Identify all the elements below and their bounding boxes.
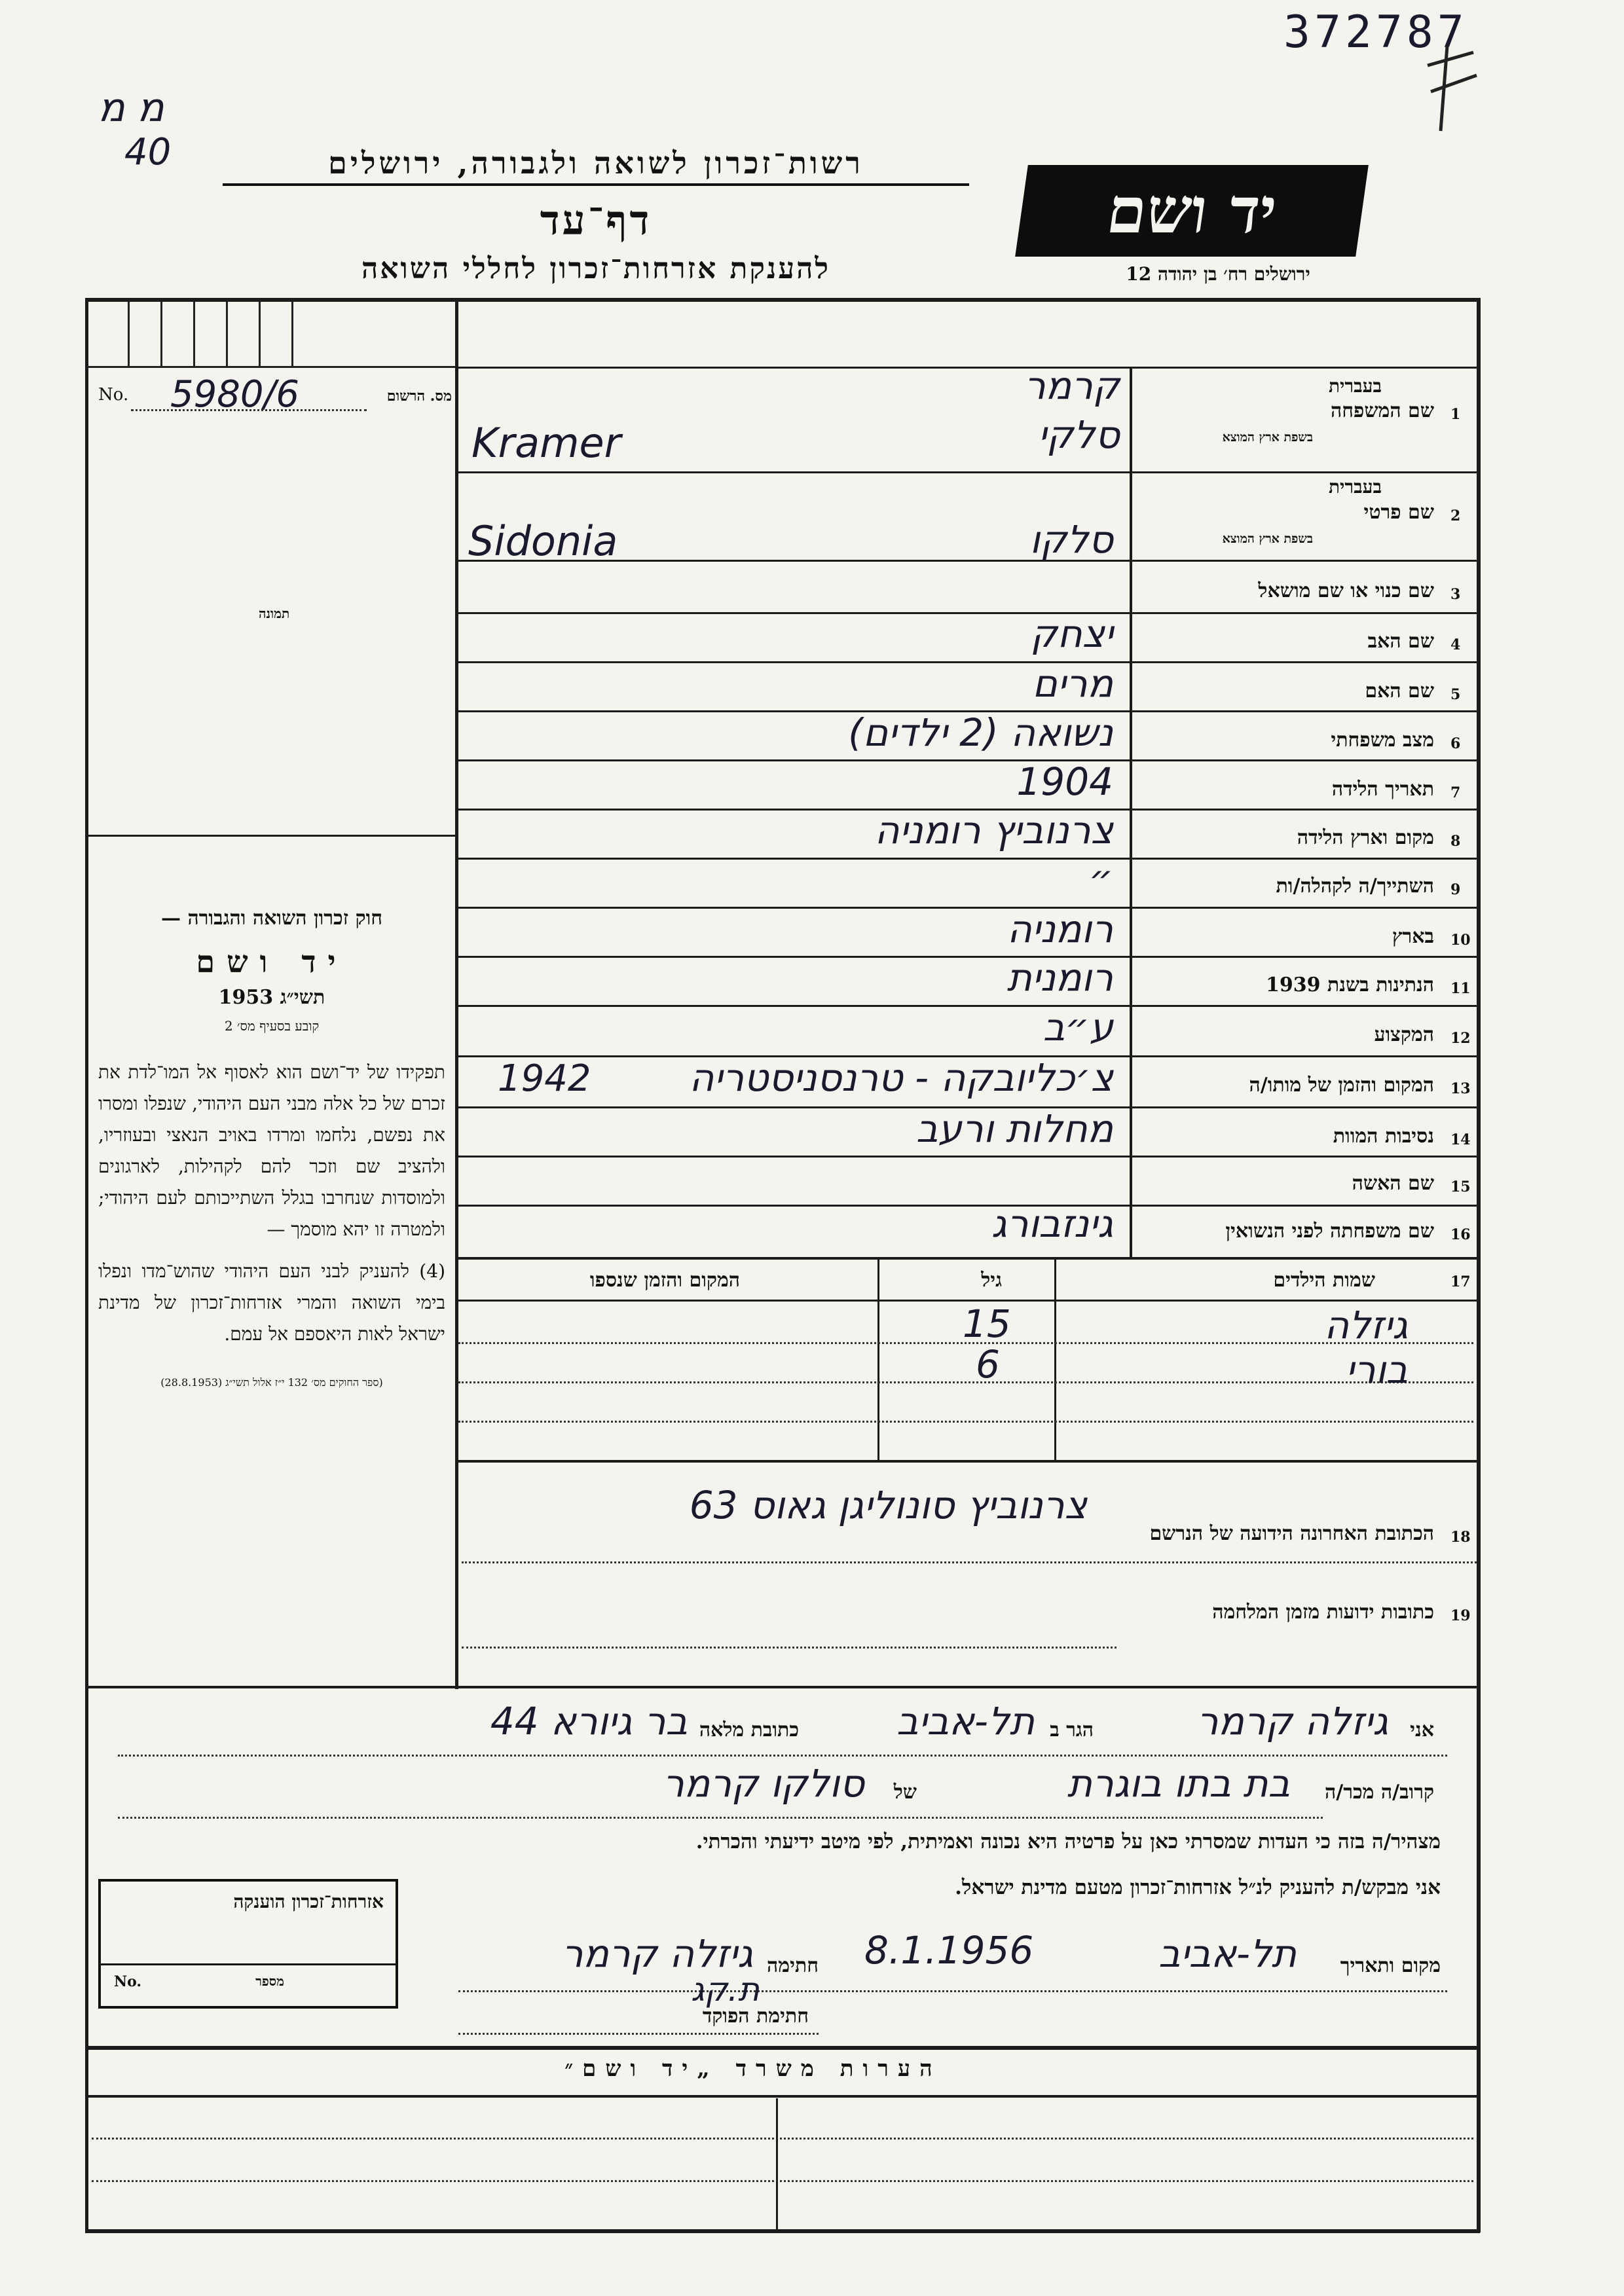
field-15-label: שם האשה <box>1352 1172 1434 1195</box>
field-10-value: רומניה <box>1006 907 1113 951</box>
form-subtitle: להענקת אזרחות־זכרון לחללי השואה <box>361 252 830 285</box>
field-18-label: הכתובת האחרונה הידועה של הנרשם <box>1149 1522 1434 1545</box>
field-row-separator <box>458 907 1477 909</box>
field-6-value: נשואה (2 ילדים) <box>848 710 1113 755</box>
corner-note-1: מ מ <box>98 85 164 131</box>
children-col-age: גיל <box>981 1269 1002 1292</box>
law-block <box>98 907 445 1389</box>
decl-of-label: של <box>893 1781 917 1804</box>
field-8-value: צרנוביץ רומניה <box>874 808 1113 852</box>
grant-box-number-label: מספר <box>255 1973 284 1989</box>
grant-box-title: אזרחות־זכרון הוענקה <box>233 1891 384 1912</box>
field-1-sub-hebrew: בעברית <box>1328 375 1382 397</box>
law-year: תשי״ג 1953 <box>218 986 325 1009</box>
photo-label: תמונה <box>259 606 290 621</box>
child-2-name: בורי <box>1345 1347 1408 1392</box>
field-14-value: מחלות ורעב <box>916 1106 1113 1151</box>
yad-vashem-logo <box>1015 165 1369 257</box>
field-9-value: ״ <box>1088 856 1113 901</box>
field-14-label: נסיבות המוות <box>1333 1125 1434 1148</box>
frame-left <box>85 298 88 2232</box>
field-13-value: צ׳כליובקה - טרנסניסטריה <box>689 1055 1113 1100</box>
form-title: דף־עד <box>540 196 652 244</box>
field-12-num: 12 <box>1450 1030 1471 1047</box>
decl-address: בר גיורא 44 <box>490 1699 688 1743</box>
decl-relative-label: קרוב/ה מכר/ה <box>1325 1781 1434 1804</box>
field-18-value: צרנוביץ סונוליגן גאוס 63 <box>689 1483 1087 1527</box>
field-1-value-extra: סלקי <box>1038 412 1120 457</box>
law-paragraph-1: תפקידו של יד־ושם הוא לאסוף אל המו־לדת את זכרם של כל אלה מבני העם היהודי, שנפלו ומסרו את נפשם, נלחמו ומרדו באויב הנאצי ובעוזריו, ולהציב שם וזכר להם לקהילות, לארגונים ולמוסדות שנחרבו בגלל השתייכותם לעם היהודי; ולמטרה זו יהא מוסמך — <box>98 1061 445 1240</box>
field-19-label: כתובות ידועות מזמן המלחמה <box>1212 1601 1434 1624</box>
children-col-names: שמות הילדים <box>1273 1269 1375 1292</box>
field-1-label: שם המשפחה <box>1330 399 1434 422</box>
field-15-num: 15 <box>1450 1178 1471 1195</box>
children-num: 17 <box>1450 1273 1471 1290</box>
field-3-num: 3 <box>1450 586 1461 603</box>
field-2-label: שם פרטי <box>1363 501 1434 524</box>
field-1-value-hebrew: קרמר <box>1024 363 1120 408</box>
corner-note-2: 40 <box>124 131 172 173</box>
decl-place-date-label: מקום ותאריך <box>1340 1954 1441 1977</box>
decl-statement: מצהיר/ה בזה כי העדות שמסרתי כאן על פרטיה היא נכונה ואמיתית, לפי מיטב ידיעתי והכרתי. <box>695 1830 1441 1853</box>
registration-no-value: 5980/6 <box>170 373 300 416</box>
decl-officer-label: חתימת הפוקד <box>702 2005 809 2028</box>
registration-no-label: No. <box>98 385 129 405</box>
field-2-value-latin: Sidonia <box>468 517 618 565</box>
field-7-label: תאריך הלידה <box>1331 778 1434 801</box>
field-11-value: רומנית <box>1006 955 1113 1000</box>
decl-date: 8.1.1956 <box>864 1928 1034 1973</box>
field-8-num: 8 <box>1450 833 1461 850</box>
child-1-name: גיזלה <box>1324 1303 1408 1347</box>
field-7-num: 7 <box>1450 784 1461 801</box>
child-2-age: 6 <box>976 1342 1000 1387</box>
field-4-value: יצחק <box>1030 611 1113 656</box>
field-11-label: הנתינות בשנת 1939 <box>1265 974 1434 996</box>
decl-relation: בת בתו בוגרת <box>1067 1761 1290 1806</box>
field-9-num: 9 <box>1450 881 1461 898</box>
field-row-separator <box>458 956 1477 958</box>
field-10-num: 10 <box>1450 932 1471 949</box>
top-box-strip <box>88 302 455 367</box>
registration-label: מס. הרשום <box>386 388 452 405</box>
field-2-sub-hebrew: בעברית <box>1328 476 1382 498</box>
frame-bottom <box>85 2229 1480 2233</box>
field-8-label: מקום וארץ הלידה <box>1297 826 1434 849</box>
field-3-label: שם כנוי או שם מושאל <box>1258 579 1434 602</box>
decl-lives-label: הגר ב <box>1050 1719 1094 1741</box>
decl-declarant: גיזלה קרמר <box>1196 1699 1388 1743</box>
law-paragraph-2: (4) להעניק לבני העם היהודי שהוש־מדו ונפלו בימי השואה והמרי אזרחות־זכרון של מדינת ישראל לאות היאספם אל עמם. <box>98 1260 445 1345</box>
fields-value-divider <box>1130 367 1132 1257</box>
field-row-separator <box>458 1205 1477 1207</box>
field-5-num: 5 <box>1450 686 1461 703</box>
field-row-separator <box>458 661 1477 663</box>
top-strip-line <box>455 367 1480 369</box>
field-6-num: 6 <box>1450 735 1461 752</box>
field-1-sub-origin: בשפת ארץ המוצא <box>1222 430 1313 445</box>
field-row-separator <box>458 759 1477 761</box>
archive-number: 372787 <box>1283 7 1468 58</box>
field-13-year: 1942 <box>498 1057 591 1100</box>
frame-right <box>1477 298 1481 2232</box>
field-18-num: 18 <box>1450 1529 1471 1546</box>
decl-signature-label: חתימה <box>767 1954 819 1977</box>
field-13-label: המקום והזמן של מותו/ה <box>1249 1074 1434 1097</box>
decl-ani: אני <box>1410 1719 1434 1741</box>
field-2-value-hebrew: סלקו <box>1029 517 1113 562</box>
office-notes-title: הערות משרד „יד ושם״ <box>564 2056 942 2082</box>
grant-box <box>98 1879 398 2009</box>
decl-city: תל-אביב <box>896 1699 1035 1743</box>
children-col-place: המקום והזמן שנספו <box>589 1269 740 1292</box>
notes-line-2 <box>92 2180 1473 2182</box>
registration-number-row <box>98 373 452 419</box>
authority-name: רשות־זכרון לשואה ולגבורה, ירושלים <box>223 145 969 186</box>
field-13-num: 13 <box>1450 1080 1471 1097</box>
law-title: חוק זכרון השואה והגבורה — <box>161 907 382 930</box>
field-16-value: גינזבורג <box>991 1201 1113 1246</box>
field-7-value: 1904 <box>1016 759 1113 804</box>
field-row-separator <box>458 1156 1477 1157</box>
field-16-num: 16 <box>1450 1226 1471 1243</box>
grant-box-no: No. <box>114 1973 142 1990</box>
notes-line-1 <box>92 2138 1473 2140</box>
archive-scribble <box>1421 39 1480 137</box>
decl-signature: גיזלה קרמר <box>561 1931 753 1976</box>
decl-deceased: סולקו קרמר <box>663 1761 864 1806</box>
field-4-num: 4 <box>1450 636 1461 653</box>
field-9-label: השתייך/ה לקהלה/ות <box>1276 875 1434 898</box>
field-19-num: 19 <box>1450 1607 1471 1624</box>
field-12-value: ע״ב <box>1043 1005 1113 1049</box>
field-1-value-latin: Kramer <box>471 419 621 467</box>
field-11-num: 11 <box>1450 980 1471 997</box>
field-4-label: שם האב <box>1367 630 1434 653</box>
decl-address-label: כתובת מלאה <box>699 1719 799 1741</box>
field-5-label: שם האם <box>1365 680 1434 702</box>
left-col-divider <box>455 298 458 1689</box>
child-1-age: 15 <box>963 1302 1011 1346</box>
law-footnote: (ספר החוקים מס׳ 132 י״ז אלול תשי״ג (28.8.1953) <box>160 1376 383 1389</box>
field-16-label: שם משפחתה לפני הנשואין <box>1225 1220 1434 1243</box>
field-10-label: בארץ <box>1392 925 1434 948</box>
decl-officer-signature: ת.קג <box>691 1971 760 2009</box>
law-name: יד ושם <box>196 944 348 979</box>
field-5-value: מרים <box>1032 661 1113 706</box>
field-row-separator <box>458 612 1477 614</box>
field-14-num: 14 <box>1450 1131 1471 1148</box>
logo-text: יד ושם <box>1102 173 1282 247</box>
law-section: קובע בסעיף מס׳ 2 <box>224 1018 320 1034</box>
field-row-separator <box>458 471 1477 473</box>
field-6-label: מצב משפחתי <box>1331 729 1434 752</box>
field-12-label: המקצוע <box>1374 1023 1434 1046</box>
decl-place: תל-אביב <box>1158 1931 1297 1976</box>
field-row-separator <box>458 1005 1477 1007</box>
field-row-separator <box>458 858 1477 860</box>
decl-request: אני מבקש/ת להעניק לנ״ל אזרחות־זכרון מטעם מדינת ישראל. <box>955 1876 1441 1899</box>
header-address: ירושלים רח׳ בן יהודה 12 <box>1126 263 1310 285</box>
field-2-sub-origin: בשפת ארץ המוצא <box>1222 532 1313 546</box>
